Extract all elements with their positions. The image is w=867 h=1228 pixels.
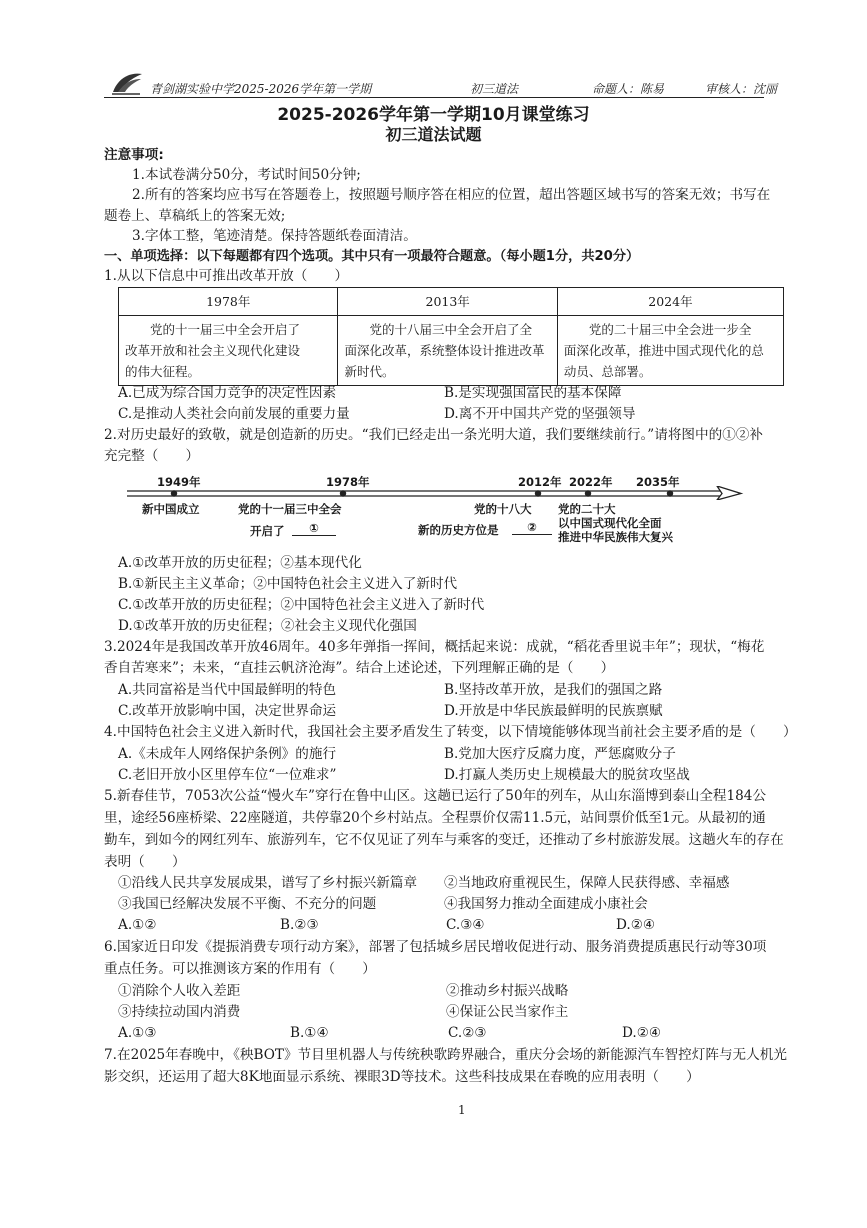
timeline-goal: 推进中华民族伟大复兴 (558, 530, 673, 544)
question-1-stem: 1.从以下信息中可推出改革开放（ ） (104, 268, 349, 284)
statement: ②推动乡村振兴战略 (446, 983, 569, 999)
page-title: 2025-2026学年第一学期10月课堂练习 (277, 105, 590, 125)
cell-line: 面深化改革，推进中国式现代化的总 (563, 343, 764, 358)
page-number: 1 (458, 1103, 466, 1117)
question-5-stem: 5.新春佳节，7053次公益“慢火车”穿行在鲁中山区。这趟已运行了50年的列车，从山东淄博到泰山全程184公 (104, 788, 767, 804)
question-2-stem: 充完整（ ） (104, 448, 200, 464)
option: B.①新民主主义革命；②中国特色社会主义进入了新时代 (118, 576, 458, 592)
school-logo-icon (110, 70, 144, 96)
timeline-text: 开启了 (250, 524, 285, 538)
option: A.共同富裕是当代中国最鲜明的特色 (118, 682, 337, 698)
table-cell (557, 316, 783, 386)
question-6-stem: 重点任务。可以推测该方案的作用有（ ） (104, 961, 376, 977)
timeline-text: 新的历史方位是 (418, 523, 499, 537)
option: D.②④ (622, 1025, 662, 1041)
timeline-event: 党的十八大 (474, 502, 532, 516)
header-reviewer: 审核人：沈丽 (705, 82, 778, 96)
question-2-stem: 2.对历史最好的致敬，就是创造新的历史。“我们已经走出一条光明大道，我们要继续前行。”请将图中的①②补 (104, 427, 763, 443)
timeline-event: 党的十一届三中全会 (238, 502, 342, 516)
timeline-year: 2022年 (569, 475, 613, 489)
header-subject: 初三道法 (470, 82, 519, 96)
table-cell (338, 316, 557, 386)
timeline-event: 党的二十大 (558, 502, 616, 516)
option: A.《未成年人网络保护条例》的施行 (118, 746, 337, 762)
notice-item: 1.本试卷满分50分，考试时间50分钟; (132, 167, 361, 183)
option: C.③④ (446, 917, 485, 933)
table-cell (119, 316, 338, 386)
question-7-stem: 7.在2025年春晚中，《秧BOT》节目里机器人与传统秧歌跨界融合，重庆分会场的新能源汽车智控灯阵与无人机光 (104, 1047, 787, 1063)
timeline-year: 2012年 (518, 475, 562, 489)
option: D.开放是中华民族最鲜明的民族禀赋 (444, 703, 663, 719)
cell-line: 动员、总部署。 (563, 364, 652, 379)
option: D.①改革开放的历史征程；②社会主义现代化强国 (118, 618, 417, 634)
question-5-stem: 里，途经56座桥梁、22座隧道，共停靠20个乡村站点。全程票价仅需11.5元，站间票价低至1元。从最初的通 (104, 810, 766, 826)
timeline-year: 1978年 (326, 475, 370, 489)
table-header: 2024年 (557, 288, 783, 316)
question-3-stem: 3.2024年是我国改革开放46周年。40多年弹指一挥间，概括起来说：成就，“稻花香里说丰年”；现状，“梅花 (104, 639, 765, 655)
question-7-stem: 影交织，还运用了超大8K地面显示系统、裸眼3D等技术。这些科技成果在春晚的应用表明（ ） (104, 1069, 700, 1085)
option: A.①改革开放的历史征程；②基本现代化 (118, 555, 362, 571)
option: A.①③ (118, 1025, 157, 1041)
timeline-year: 1949年 (157, 475, 201, 489)
option: D.②④ (616, 917, 656, 933)
statement: ②当地政府重视民生，保障人民获得感、幸福感 (444, 875, 730, 891)
cell-line: 的伟大征程。 (125, 364, 201, 379)
cell-line: 党的二十届三中全会进一步全 (588, 322, 752, 337)
option: C.老旧开放小区里停车位“一位难求” (118, 767, 337, 783)
question-4-stem: 4.中国特色社会主义进入新时代，我国社会主要矛盾发生了转变，以下情境能够体现当前社会主要矛盾的是（ ） (104, 724, 797, 740)
cell-line: 面深化改革，系统整体设计推进改革 (344, 343, 545, 358)
option: B.坚持改革开放，是我们的强国之路 (444, 682, 663, 698)
statement: ①沿线人民共享发展成果，谱写了乡村振兴新篇章 (118, 875, 418, 891)
option: B.②③ (280, 917, 319, 933)
option: C.①改革开放的历史征程；②中国特色社会主义进入了新时代 (118, 597, 485, 613)
option: C.是推动人类社会向前发展的重要力量 (118, 406, 350, 422)
notice-heading: 注意事项: (104, 147, 164, 163)
header-author: 命题人：陈易 (592, 82, 665, 96)
table-header: 2013年 (338, 288, 557, 316)
option: C.②③ (448, 1025, 487, 1041)
question-6-stem: 6.国家近日印发《提振消费专项行动方案》，部署了包括城乡居民增收促进行动、服务消费提质惠民行动等30项 (104, 939, 767, 955)
question-1-table (118, 287, 784, 386)
option: A.①② (118, 917, 157, 933)
timeline-goal: 以中国式现代化全面 (558, 516, 662, 530)
section-heading: 一、单项选择：以下每题都有四个选项。其中只有一项最符合题意。（每小题1分，共20分） (104, 249, 640, 264)
cell-line: 党的十一届三中全会开启了 (150, 322, 301, 337)
timeline-blank-1: ① (292, 521, 336, 536)
question-5-stem: 表明（ ） (104, 854, 186, 870)
option: B.党加大医疗反腐力度，严惩腐败分子 (444, 746, 676, 762)
page-subtitle: 初三道法试题 (385, 125, 482, 144)
table-header: 1978年 (119, 288, 338, 316)
statement: ③我国已经解决发展不平衡、不充分的问题 (118, 896, 377, 912)
notice-item: 2.所有的答案均应书写在答题卷上，按照题号顺序答在相应的位置，超出答题区域书写的答案无效；书写在 (132, 187, 771, 203)
cell-line: 党的十八届三中全会开启了全 (369, 322, 532, 337)
timeline-event: 新中国成立 (142, 502, 200, 516)
option: B.①④ (290, 1025, 329, 1041)
cell-line: 改革开放和社会主义现代化建设 (125, 343, 301, 358)
statement: ④保证公民当家作主 (446, 1004, 569, 1020)
header-rule (104, 97, 764, 98)
timeline-year: 2035年 (636, 475, 680, 489)
option: B.是实现强国富民的基本保障 (444, 385, 622, 401)
cell-line: 新时代。 (344, 364, 395, 379)
notice-item: 题卷上、草稿纸上的答案无效; (104, 208, 286, 224)
statement: ③持续拉动国内消费 (118, 1004, 241, 1020)
option: D.打赢人类历史上规模最大的脱贫攻坚战 (444, 767, 690, 783)
option: A.已成为综合国力竞争的决定性因素 (118, 385, 337, 401)
question-3-stem: 香自苦寒来”；未来，“直挂云帆济沧海”。结合上述论述，下列理解正确的是（ ） (104, 660, 615, 676)
header-school: 青剑湖实验中学2025-2026学年第一学期 (150, 82, 372, 96)
timeline-blank-2: ② (512, 520, 552, 535)
statement: ④我国努力推动全面建成小康社会 (444, 896, 648, 912)
notice-item: 3.字体工整，笔迹清楚。保持答题纸卷面清洁。 (132, 228, 417, 244)
question-5-stem: 勤车，到如今的网红列车、旅游列车，它不仅见证了列车与乘客的变迁，还推动了乡村旅游发展。这趟火车的存在 (104, 832, 784, 848)
option: C.改革开放影响中国，决定世界命运 (118, 703, 337, 719)
option: D.离不开中国共产党的坚强领导 (444, 406, 636, 422)
statement: ①消除个人收入差距 (118, 983, 241, 999)
